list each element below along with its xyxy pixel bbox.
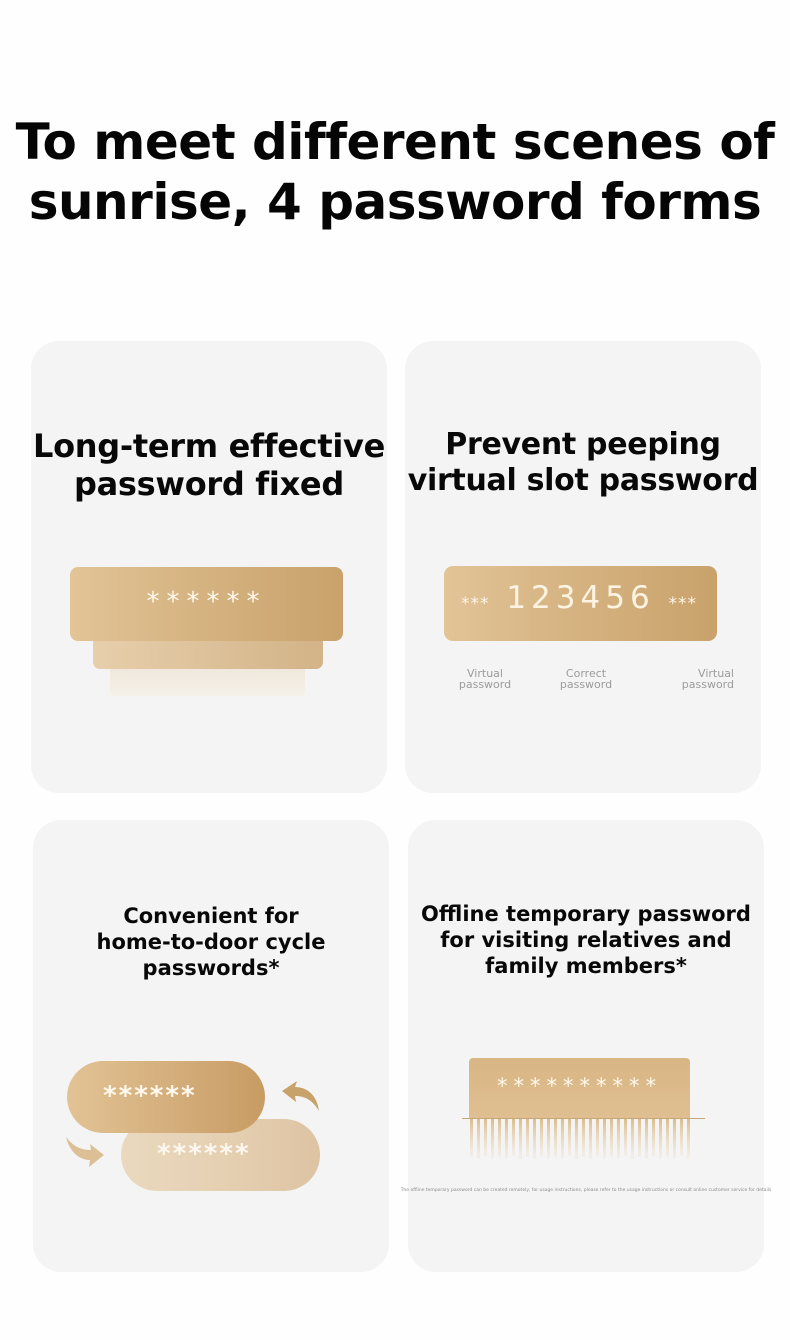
headline-line-2: sunrise, 4 password forms [28,173,762,231]
label-line: Virtual [698,667,734,680]
card-title [31,427,387,503]
headline-line-1: To meet different scenes of [15,113,775,171]
card-offline-temporary-password [400,820,772,1272]
card-title-line: Long-term effective [33,427,385,465]
label-line: password [458,678,512,691]
card-title-line: passwords* [142,956,280,980]
label-correct-password [556,668,616,690]
page-headline [0,112,790,232]
password-pill-front [67,1061,265,1133]
curved-arrow-right-icon [64,1135,106,1173]
card-title-line: Prevent peeping [445,427,721,462]
masked-password: ****** [146,587,267,617]
virtual-mask-right: *** [668,594,697,614]
card-title-line: password fixed [74,465,344,503]
card-title [33,903,389,981]
label-virtual-password-right [670,668,734,690]
password-card-back-layer [93,637,323,669]
label-virtual-password-left [455,668,515,690]
card-title-line: Convenient for [123,904,299,928]
card-title-line: home-to-door cycle [96,930,326,954]
curved-arrow-left-icon [280,1079,322,1117]
card-cycle-password [33,820,389,1272]
label-line: Correct [565,667,607,680]
password-card-front [70,567,343,641]
card-title-line: for visiting relatives and [440,928,732,952]
label-line: password [559,678,613,691]
card-title [405,427,761,499]
correct-code: 123456 [506,580,655,616]
temporary-password-card [469,1058,690,1118]
footnote: The offline temporary password can be created remotely, for usage instructions, please refer to the usage instructions or consult online customer service for details [400,1188,772,1193]
virtual-slot-bar [444,566,717,641]
card-fixed-password [31,341,387,793]
card-title-line: Offline temporary password [421,902,751,926]
password-card-shadow-layer [110,666,305,696]
virtual-mask-left: *** [461,594,490,614]
card-title-line: virtual slot password [407,463,759,498]
masked-password: ****** [157,1139,251,1169]
label-line: password [681,678,734,691]
card-virtual-slot-password [405,341,761,793]
card-title [408,901,764,979]
masked-password: ****** [103,1081,197,1111]
shredded-strips-graphic [468,1119,692,1161]
label-line: Virtual [467,667,503,680]
masked-password: ********** [497,1074,662,1098]
card-title-line: family members* [485,954,687,978]
